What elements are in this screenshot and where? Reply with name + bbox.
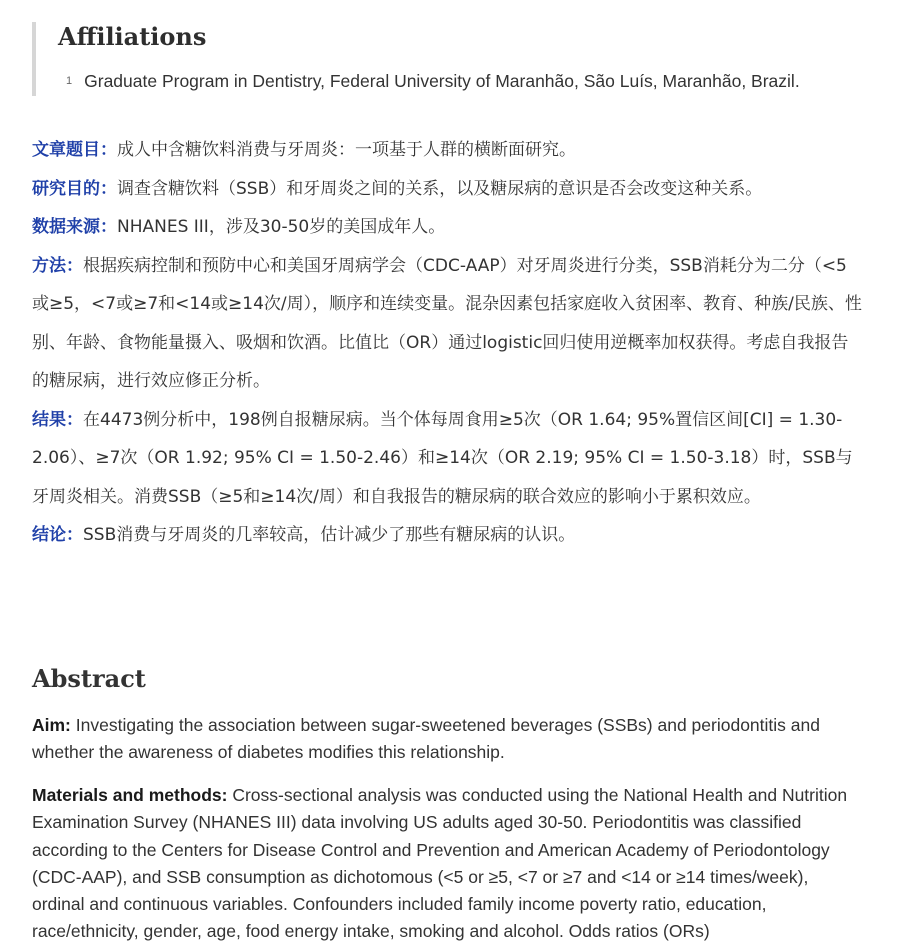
cn-results-text: 在4473例分析中，198例自报糖尿病。当个体每周食用≥5次（OR 1.64; 95%置信区间[CI] = 1.30-2.06）、≥7次（OR 1.92; 95% CI = 1.50-2.46）和≥14次（OR 2.19; 95% CI = 1.50-3.18）时，SSB与牙周炎相关。消费SSB（≥5和≥14次/周）和自我报告的糖尿病的联合效应的影响小于累积效应。 — [32, 409, 853, 507]
abstract-aim-paragraph — [32, 712, 862, 767]
abstract-methods-label: Materials and methods: — [32, 785, 228, 805]
affiliation-number: 1 — [66, 75, 73, 87]
abstract-methods-paragraph — [32, 782, 862, 946]
cn-methods-text: 根据疾病控制和预防中心和美国牙周病学会（CDC-AAP）对牙周炎进行分类，SSB消耗分为二分（<5或≥5，<7或≥7和<14或≥14次/周），顺序和连续变量。混杂因素包括家庭收入贫困率、教育、种族/民族、性别、年龄、食物能量摄入、吸烟和饮酒。比值比（OR）通过logistic回归使用逆概率加权获得。考虑自我报告的糖尿病，进行效应修正分析。 — [32, 255, 862, 391]
affiliations-block — [32, 22, 872, 96]
abstract-heading: Abstract — [32, 664, 146, 693]
cn-title-text: 成人中含糖饮料消费与牙周炎：一项基于人群的横断面研究。 — [117, 140, 576, 160]
cn-source-text: NHANES III，涉及30-50岁的美国成年人。 — [117, 217, 446, 237]
abstract-methods-text: Cross-sectional analysis was conducted using the National Health and Nutrition Examination Survey (NHANES III) data involving US adults aged 30-50. Periodontitis was classified according to the Centers for Disease Control and Prevention and American Academy of Periodontology (CDC-AAP), and SSB consumption as dichotomous (<5 or ≥5, <7 or ≥7 and <14 or ≥14 times/week), ordinal and continuous variables. Confounders included family income poverty ratio, education, race/ethnicity, gender, age, food energy intake, smoking and alcohol. Odds ratios (ORs) — [32, 785, 848, 942]
cn-conclusion-text: SSB消费与牙周炎的几率较高，估计减少了那些有糖尿病的认识。 — [83, 525, 576, 545]
abstract-aim-text: Investigating the association between sugar-sweetened beverages (SSBs) and periodontitis and whether the awareness of diabetes modifies this relationship. — [32, 715, 820, 763]
cn-results-label: 结果： — [32, 409, 83, 430]
cn-title-label: 文章题目： — [32, 140, 117, 160]
cn-results-paragraph — [32, 401, 862, 517]
affiliation-item — [66, 71, 800, 92]
chinese-summary — [32, 131, 862, 555]
cn-conclusion-label: 结论： — [32, 525, 83, 545]
cn-aim-text: 调查含糖饮料（SSB）和牙周炎之间的关系，以及糖尿病的意识是否会改变这种关系。 — [117, 178, 763, 199]
cn-aim-label: 研究目的： — [32, 178, 117, 199]
cn-methods-label: 方法： — [32, 255, 83, 276]
affiliations-heading: Affiliations — [58, 22, 207, 51]
cn-source-paragraph — [32, 208, 862, 247]
cn-conclusion-paragraph — [32, 516, 862, 555]
cn-source-label: 数据来源： — [32, 217, 117, 237]
cn-title-paragraph — [32, 131, 862, 170]
cn-methods-paragraph — [32, 247, 862, 401]
affiliation-text: Graduate Program in Dentistry, Federal University of Maranhão, São Luís, Maranhão, Brazil. — [84, 71, 800, 91]
abstract-aim-label: Aim: — [32, 715, 71, 735]
cn-aim-paragraph — [32, 170, 862, 209]
